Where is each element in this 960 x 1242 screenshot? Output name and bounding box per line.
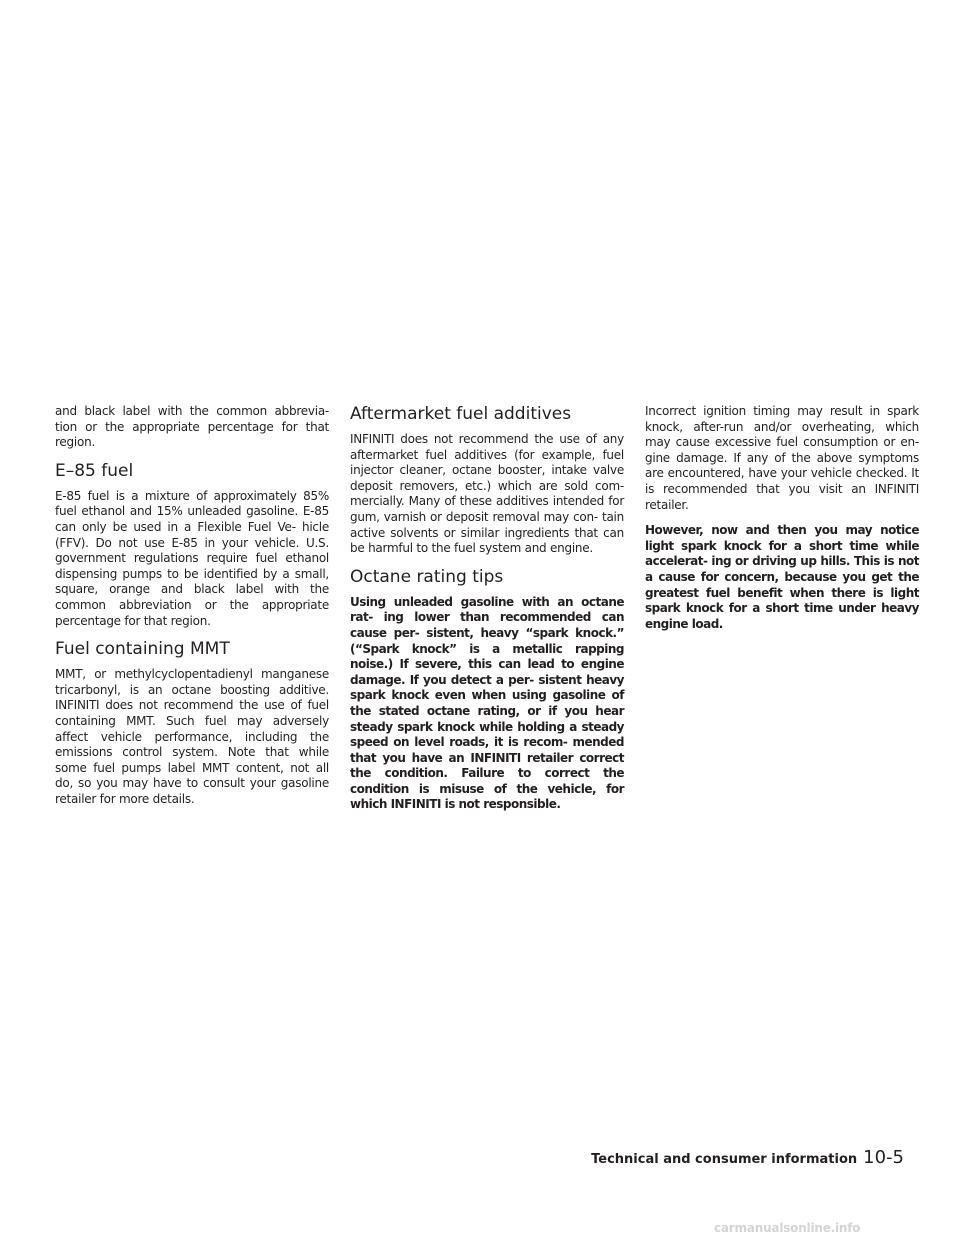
note-light-spark-knock: However, now and then you may notice light spark knock for a short time while accelerat- ing or driving up hills. This is not a cause for concern, because you get the greatest fuel benefit when there is light spark knock for a short time under heavy engine load.: [645, 523, 919, 631]
heading-fuel-containing-mmt: Fuel containing MMT: [55, 639, 230, 660]
footer-section-title: Technical and consumer information: [591, 1152, 858, 1167]
heading-e85-fuel: E–85 fuel: [55, 460, 134, 481]
paragraph-aftermarket-additives: INFINITI does not recommend the use of any aftermarket fuel additives (for example, fuel injector cleaner, octane booster, intake valve deposit removers, etc.) which are sold com- mercially. Many of these additives intended for gum, varnish or deposit removal may con- tain active solvents or similar ingredients that can be harmful to the fuel system and engine.: [350, 432, 624, 556]
column-right: [645, 404, 919, 642]
warning-spark-knock: Using unleaded gasoline with an octane rat- ing lower than recommended can cause per- sistent, heavy “spark knock.” (“Spark knock” is a metallic rapping noise.) If severe, this can lead to engine damage. If you detect a per- sistent heavy spark knock even when using gasoline of the stated octane rating, or if you hear steady spark knock while holding a steady speed on level roads, it is recom- mended that you have an INFINITI retailer correct the condition. Failure to correct the condition is misuse of the vehicle, for which INFINITI is not responsible.: [350, 594, 624, 812]
paragraph-label-intro: and black label with the common abbrevia- tion or the appropriate percentage for that region.: [55, 404, 329, 450]
page-number: 10-5: [863, 1147, 904, 1168]
paragraph-mmt: MMT, or methylcyclopentadienyl manganese tricarbonyl, is an octane boosting additive. INFINITI does not recommend the use of fuel containing MMT. Such fuel may adversely affect vehicle performance, including the emissions control system. Note that while some fuel pumps label MMT content, not all do, so you may have to consult your gasoline retailer for more details.: [55, 667, 329, 806]
column-middle: [350, 404, 624, 823]
paragraph-e85-fuel: E-85 fuel is a mixture of approximately 85% fuel ethanol and 15% unleaded gasoline. E-85 can only be used in a Flexible Fuel Ve- hicle (FFV). Do not use E-85 in your vehicle. U.S. government regulations require fuel ethanol dispensing pumps to be identified by a small, square, orange and black label with the common abbreviation or the appropriate percentage for that region.: [55, 488, 329, 628]
paragraph-ignition-timing: Incorrect ignition timing may result in spark knock, after-run and/or overheating, which may cause excessive fuel consumption or en- gine damage. If any of the above symptoms are encountered, have your vehicle checked. It is recommended that you visit an INFINITI retailer.: [645, 404, 919, 512]
heading-octane-rating-tips: Octane rating tips: [350, 566, 504, 587]
column-left: [55, 404, 329, 817]
heading-aftermarket-fuel-additives: Aftermarket fuel additives: [350, 404, 572, 424]
page-footer: [591, 1147, 904, 1168]
watermark-text: carmanualsonline.info: [714, 1221, 861, 1235]
